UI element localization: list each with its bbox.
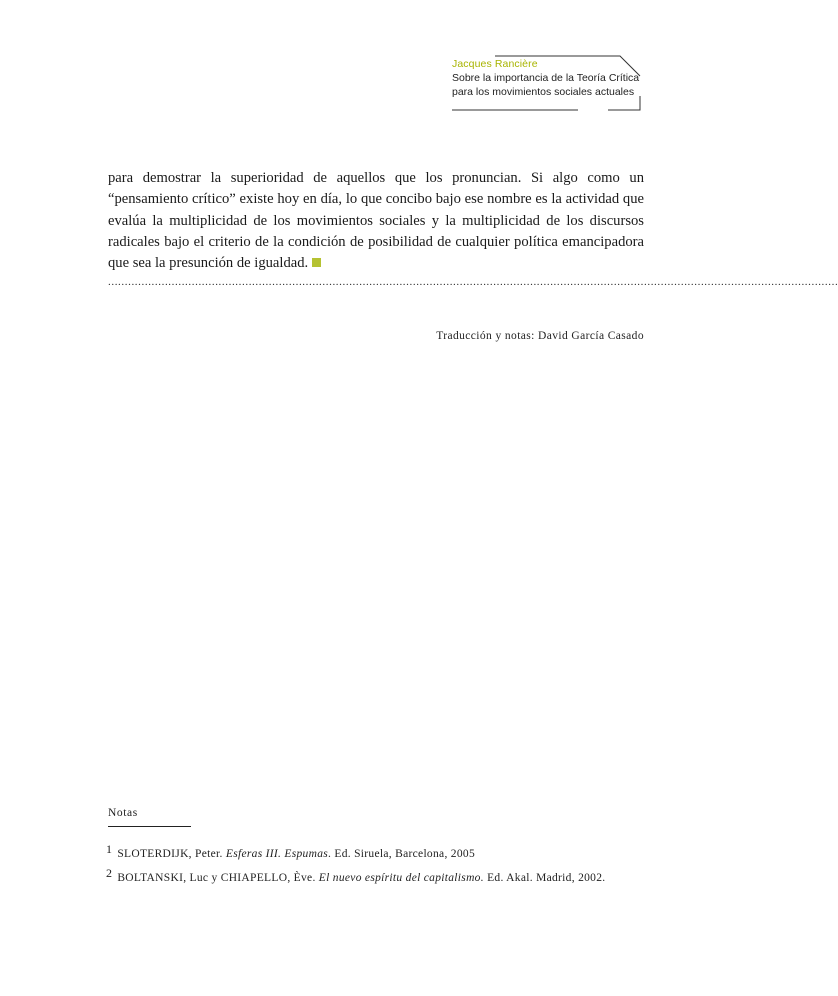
header-title-line-1: Sobre la importancia de la Teoría Crítica [452,72,640,84]
notes-heading: Notas [108,807,138,819]
header-title [452,72,652,99]
footnote-number: 1 [106,842,113,856]
header-frame-lines [0,0,728,130]
end-of-article-square-icon [312,258,321,267]
footnote-publisher: Ed. Akal. Madrid, 2002. [483,872,606,884]
translation-credits: Traducción y notas: David García Casado [436,330,644,342]
header-title-line-2: para los movimientos sociales actuales [452,85,635,98]
dotted-separator: .......................................................................................................................................................................................................................... [108,276,838,288]
footnote-1 [106,842,475,860]
notes-divider [108,826,191,827]
footnote-text: SLOTERDIJK, Peter. [117,848,226,860]
body-paragraph [108,168,644,274]
body-paragraph-text: para demostrar la superioridad de aquellos que los pronuncian. Si algo como un “pensamiento crítico” existe hoy en día, lo que concibo bajo ese nombre es la actividad que evalúa la multiplicidad de los movimientos sociales y la multiplicidad de los discursos radicales bajo el criterio de la condición de posibilidad de cualquier política emancipadora que sea la presunción de igualdad. [108,170,644,272]
footnote-publisher: . Ed. Siruela, Barcelona, 2005 [328,848,475,860]
footnote-book-title: El nuevo espíritu del capitalismo. [318,872,484,884]
footnote-book-title: Esferas III. Espumas [225,848,329,860]
header-author: Jacques Rancière [452,58,538,70]
footnote-number: 2 [106,866,113,880]
footnote-text: BOLTANSKI, Luc y CHIAPELLO, Ève. [117,872,319,884]
footnote-2 [106,866,605,884]
